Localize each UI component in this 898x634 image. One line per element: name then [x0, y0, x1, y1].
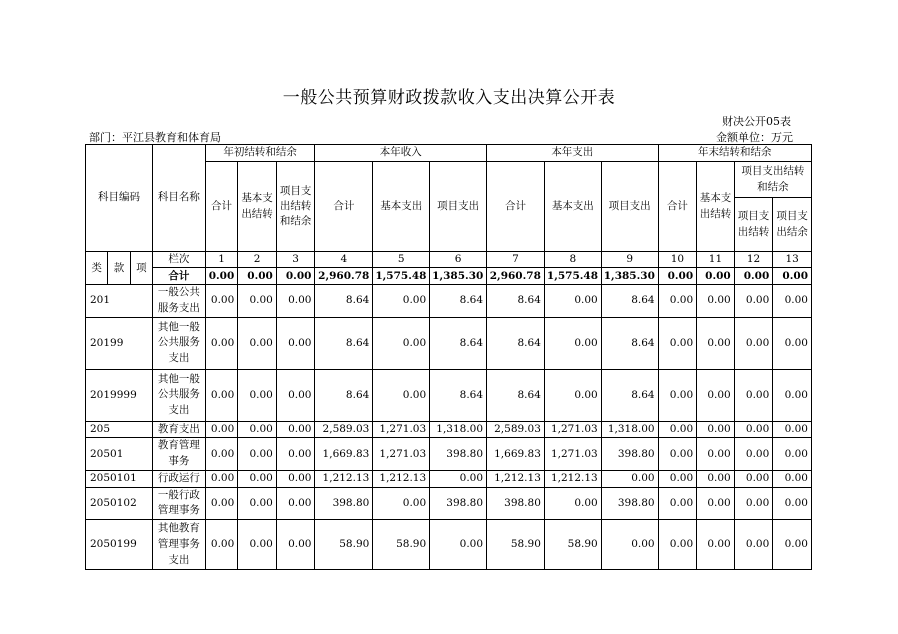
value-cell: 0.00 — [658, 369, 697, 421]
value-cell: 0.00 — [238, 487, 277, 520]
value-cell: 0.00 — [544, 369, 601, 421]
subject-code: 2050102 — [86, 487, 153, 520]
value-cell: 8.64 — [601, 369, 658, 421]
header-income-total: 合计 — [315, 162, 373, 252]
header-end-project-jy: 项目支出结余 — [773, 198, 812, 252]
value-cell: 0.00 — [238, 470, 277, 487]
subject-code: 205 — [86, 421, 153, 438]
value-cell: 0.00 — [276, 317, 315, 369]
value-cell: 0.00 — [373, 487, 430, 520]
header-expend-project: 项目支出 — [601, 162, 658, 252]
subject-name: 其他教育管理事务支出 — [153, 520, 206, 570]
value-cell: 0.00 — [734, 438, 773, 471]
header-group-income: 本年收入 — [315, 145, 487, 162]
value-cell: 398.80 — [487, 487, 545, 520]
subject-name: 一般公共服务支出 — [153, 285, 206, 318]
value-cell: 1,212.13 — [487, 470, 545, 487]
value-cell: 2,589.03 — [315, 421, 373, 438]
value-cell: 58.90 — [315, 520, 373, 570]
header-end-project-zz: 项目支出结转 — [734, 198, 773, 252]
value-cell: 0.00 — [734, 520, 773, 570]
value-cell: 8.64 — [487, 285, 545, 318]
unit-label: 金额单位：万元 — [716, 131, 793, 144]
value-cell: 0.00 — [734, 369, 773, 421]
value-cell: 2,589.03 — [487, 421, 545, 438]
col-num: 8 — [544, 252, 601, 268]
total-cell: 0.00 — [205, 268, 237, 285]
subject-code: 2050199 — [86, 520, 153, 570]
value-cell: 0.00 — [773, 438, 812, 471]
value-cell: 0.00 — [238, 369, 277, 421]
header-group-expend: 本年支出 — [487, 145, 659, 162]
col-num: 1 — [205, 252, 237, 268]
value-cell: 1,271.03 — [544, 421, 601, 438]
value-cell: 0.00 — [276, 369, 315, 421]
col-num: 6 — [430, 252, 487, 268]
value-cell: 0.00 — [205, 487, 237, 520]
value-cell: 0.00 — [734, 487, 773, 520]
header-end-total: 合计 — [658, 162, 697, 252]
value-cell: 58.90 — [544, 520, 601, 570]
value-cell: 0.00 — [601, 520, 658, 570]
value-cell: 0.00 — [238, 421, 277, 438]
table-row — [86, 520, 812, 570]
value-cell: 8.64 — [487, 317, 545, 369]
value-cell: 0.00 — [773, 520, 812, 570]
header-end-project-group: 项目支出结转和结余 — [734, 162, 811, 198]
value-cell: 8.64 — [430, 285, 487, 318]
value-cell: 0.00 — [238, 285, 277, 318]
value-cell: 0.00 — [697, 470, 735, 487]
form-number: 财决公开05表 — [722, 115, 791, 128]
table-row — [86, 487, 812, 520]
value-cell: 0.00 — [697, 421, 735, 438]
value-cell: 0.00 — [601, 470, 658, 487]
total-row — [86, 268, 812, 285]
subject-code: 201 — [86, 285, 153, 318]
total-cell: 1,385.30 — [430, 268, 487, 285]
subject-name: 行政运行 — [153, 470, 206, 487]
value-cell: 0.00 — [544, 285, 601, 318]
value-cell: 0.00 — [734, 470, 773, 487]
header-lanci: 栏次 — [153, 252, 206, 268]
value-cell: 0.00 — [773, 285, 812, 318]
value-cell: 0.00 — [697, 317, 735, 369]
col-num: 5 — [373, 252, 430, 268]
value-cell: 0.00 — [373, 285, 430, 318]
total-cell: 0.00 — [734, 268, 773, 285]
header-group-end: 年末结转和结余 — [658, 145, 811, 162]
table-row — [86, 438, 812, 471]
header-begin-basic: 基本支出结转 — [238, 162, 277, 252]
header-name: 科目名称 — [153, 145, 206, 252]
header-lei: 类 — [86, 252, 108, 285]
total-cell: 0.00 — [658, 268, 697, 285]
total-cell: 0.00 — [238, 268, 277, 285]
value-cell: 0.00 — [697, 438, 735, 471]
header-begin-total: 合计 — [205, 162, 237, 252]
header-end-basic: 基本支出结转 — [697, 162, 735, 252]
subject-name: 其他一般公共服务支出 — [153, 317, 206, 369]
value-cell: 0.00 — [544, 317, 601, 369]
value-cell: 0.00 — [658, 520, 697, 570]
value-cell: 0.00 — [658, 487, 697, 520]
value-cell: 0.00 — [205, 470, 237, 487]
value-cell: 0.00 — [430, 470, 487, 487]
table-row — [86, 369, 812, 421]
value-cell: 8.64 — [601, 285, 658, 318]
value-cell: 0.00 — [773, 487, 812, 520]
value-cell: 0.00 — [658, 438, 697, 471]
value-cell: 8.64 — [487, 369, 545, 421]
value-cell: 0.00 — [276, 421, 315, 438]
value-cell: 0.00 — [276, 285, 315, 318]
value-cell: 0.00 — [658, 421, 697, 438]
value-cell: 0.00 — [373, 369, 430, 421]
col-num: 4 — [315, 252, 373, 268]
department-label: 部门：平江县教育和体育局 — [89, 131, 221, 144]
total-cell: 2,960.78 — [315, 268, 373, 285]
value-cell: 0.00 — [276, 520, 315, 570]
value-cell: 0.00 — [773, 470, 812, 487]
value-cell: 0.00 — [658, 317, 697, 369]
value-cell: 0.00 — [205, 369, 237, 421]
value-cell: 1,271.03 — [373, 438, 430, 471]
col-num: 12 — [734, 252, 773, 268]
col-num: 13 — [773, 252, 812, 268]
value-cell: 1,212.13 — [315, 470, 373, 487]
subject-code: 20501 — [86, 438, 153, 471]
value-cell: 0.00 — [373, 317, 430, 369]
value-cell: 0.00 — [238, 520, 277, 570]
total-cell: 0.00 — [697, 268, 735, 285]
total-cell: 1,385.30 — [601, 268, 658, 285]
value-cell: 1,212.13 — [373, 470, 430, 487]
value-cell: 0.00 — [697, 285, 735, 318]
header-code: 科目编码 — [86, 145, 153, 252]
subject-name: 其他一般公共服务支出 — [153, 369, 206, 421]
value-cell: 0.00 — [734, 285, 773, 318]
value-cell: 8.64 — [430, 369, 487, 421]
value-cell: 0.00 — [276, 438, 315, 471]
value-cell: 8.64 — [601, 317, 658, 369]
value-cell: 1,318.00 — [601, 421, 658, 438]
table-row — [86, 421, 812, 438]
value-cell: 0.00 — [238, 438, 277, 471]
value-cell: 1,669.83 — [315, 438, 373, 471]
value-cell: 0.00 — [734, 317, 773, 369]
value-cell: 0.00 — [276, 470, 315, 487]
col-num: 9 — [601, 252, 658, 268]
value-cell: 8.64 — [315, 369, 373, 421]
value-cell: 398.80 — [430, 487, 487, 520]
subject-name: 一般行政管理事务 — [153, 487, 206, 520]
header-income-project: 项目支出 — [430, 162, 487, 252]
header-expend-total: 合计 — [487, 162, 545, 252]
value-cell: 398.80 — [315, 487, 373, 520]
subject-code: 2050101 — [86, 470, 153, 487]
value-cell: 8.64 — [430, 317, 487, 369]
value-cell: 8.64 — [315, 285, 373, 318]
value-cell: 0.00 — [205, 438, 237, 471]
value-cell: 1,271.03 — [373, 421, 430, 438]
header-kuan: 款 — [108, 252, 130, 285]
col-num: 3 — [276, 252, 315, 268]
header-begin-project: 项目支出结转和结余 — [276, 162, 315, 252]
value-cell: 0.00 — [773, 421, 812, 438]
value-cell: 1,318.00 — [430, 421, 487, 438]
value-cell: 398.80 — [601, 438, 658, 471]
value-cell: 0.00 — [276, 487, 315, 520]
total-cell: 2,960.78 — [487, 268, 545, 285]
value-cell: 58.90 — [373, 520, 430, 570]
total-cell: 0.00 — [773, 268, 812, 285]
subject-code: 20199 — [86, 317, 153, 369]
value-cell: 0.00 — [658, 285, 697, 318]
header-expend-basic: 基本支出 — [544, 162, 601, 252]
value-cell: 1,271.03 — [544, 438, 601, 471]
value-cell: 0.00 — [773, 317, 812, 369]
table-row — [86, 285, 812, 318]
value-cell: 0.00 — [734, 421, 773, 438]
total-cell: 0.00 — [276, 268, 315, 285]
value-cell: 0.00 — [697, 369, 735, 421]
value-cell: 398.80 — [601, 487, 658, 520]
value-cell: 1,212.13 — [544, 470, 601, 487]
value-cell: 0.00 — [238, 317, 277, 369]
value-cell: 0.00 — [430, 520, 487, 570]
value-cell: 0.00 — [205, 421, 237, 438]
subject-code: 2019999 — [86, 369, 153, 421]
total-cell: 1,575.48 — [373, 268, 430, 285]
value-cell: 0.00 — [773, 369, 812, 421]
value-cell: 0.00 — [205, 285, 237, 318]
col-num: 11 — [697, 252, 735, 268]
value-cell: 58.90 — [487, 520, 545, 570]
value-cell: 0.00 — [205, 317, 237, 369]
value-cell: 0.00 — [658, 470, 697, 487]
value-cell: 398.80 — [430, 438, 487, 471]
col-num: 2 — [238, 252, 277, 268]
total-cell: 1,575.48 — [544, 268, 601, 285]
header-group-begin: 年初结转和结余 — [205, 145, 315, 162]
value-cell: 0.00 — [205, 520, 237, 570]
table-row — [86, 317, 812, 369]
table-row — [86, 470, 812, 487]
header-income-basic: 基本支出 — [373, 162, 430, 252]
header-xiang: 项 — [130, 252, 152, 285]
budget-table — [85, 144, 812, 570]
col-num: 10 — [658, 252, 697, 268]
col-num: 7 — [487, 252, 545, 268]
subject-name: 教育支出 — [153, 421, 206, 438]
value-cell: 0.00 — [697, 487, 735, 520]
total-label: 合计 — [153, 268, 206, 285]
page-title: 一般公共预算财政拨款收入支出决算公开表 — [282, 88, 616, 108]
subject-name: 教育管理事务 — [153, 438, 206, 471]
value-cell: 0.00 — [697, 520, 735, 570]
value-cell: 1,669.83 — [487, 438, 545, 471]
value-cell: 0.00 — [544, 487, 601, 520]
value-cell: 8.64 — [315, 317, 373, 369]
